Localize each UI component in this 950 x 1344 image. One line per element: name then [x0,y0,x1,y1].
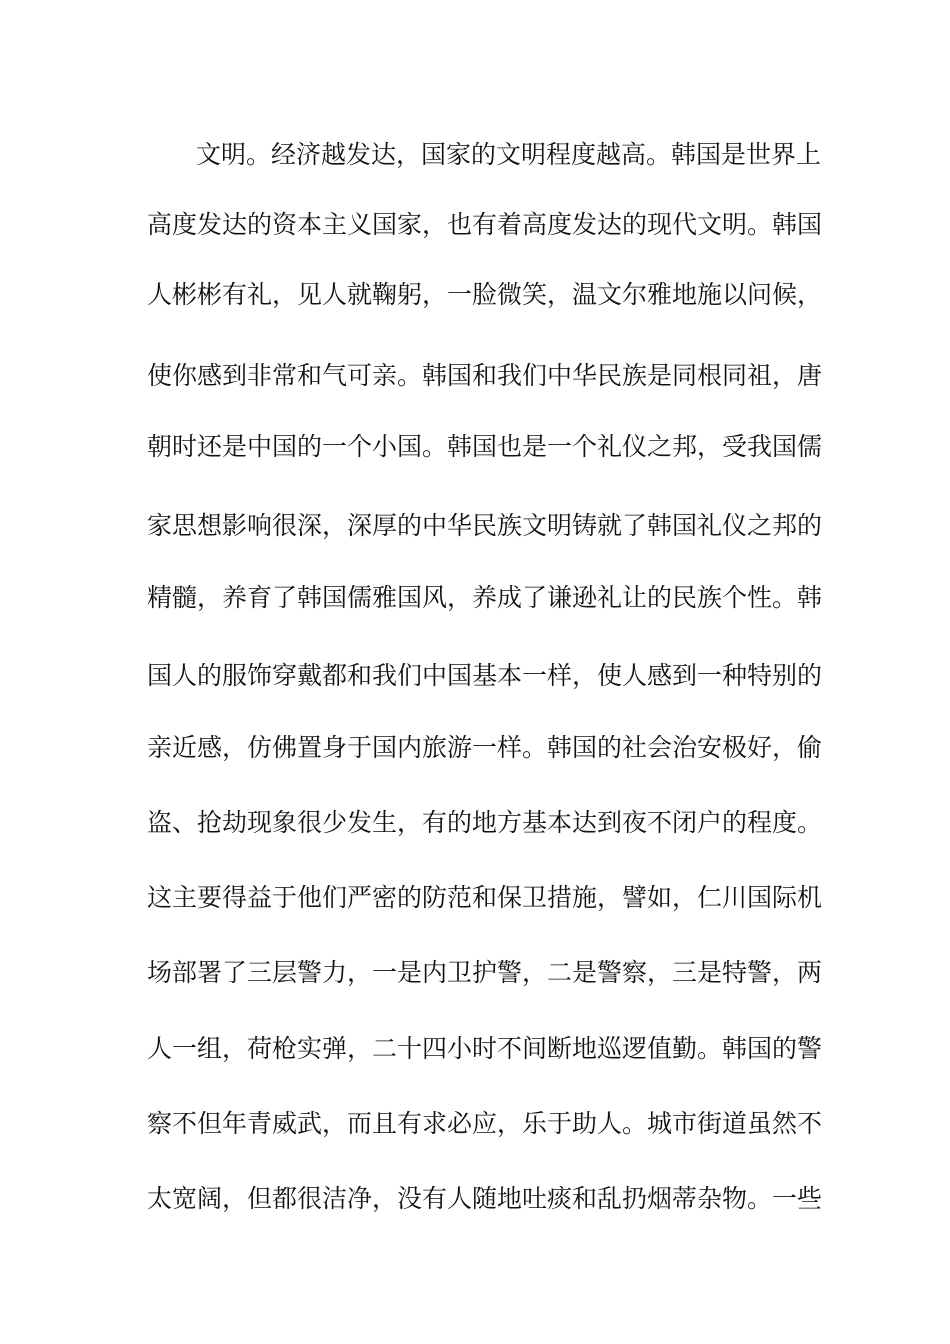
paragraph-line: 盗、抢劫现象很少发生，有的地方基本达到夜不闭户的程度。 [147,808,823,837]
paragraph-line: 场部署了三层警力，一是内卫护警，二是警察，三是特警，两 [147,958,823,987]
paragraph-line: 这主要得益于他们严密的防范和保卫措施，譬如，仁川国际机 [147,883,823,912]
paragraph-line: 人彬彬有礼，见人就鞠躬，一脸微笑，温文尔雅地施以问候， [147,280,823,309]
paragraph-line: 高度发达的资本主义国家，也有着高度发达的现代文明。韩国 [147,210,823,239]
paragraph-line: 朝时还是中国的一个小国。韩国也是一个礼仪之邦，受我国儒 [147,432,823,461]
paragraph-line: 国人的服饰穿戴都和我们中国基本一样，使人感到一种特别的 [147,661,823,690]
paragraph-line: 文明。经济越发达，国家的文明程度越高。韩国是世界上 [196,140,822,169]
paragraph-line: 太宽阔，但都很洁净，没有人随地吐痰和乱扔烟蒂杂物。一些 [147,1184,823,1213]
paragraph-line: 使你感到非常和气可亲。韩国和我们中华民族是同根同祖，唐 [147,361,823,390]
paragraph-line: 家思想影响很深，深厚的中华民族文明铸就了韩国礼仪之邦的 [147,511,823,540]
paragraph-line: 人一组，荷枪实弹，二十四小时不间断地巡逻值勤。韩国的警 [147,1034,823,1063]
paragraph-line: 察不但年青威武，而且有求必应，乐于助人。城市街道虽然不 [147,1109,823,1138]
paragraph-line: 精髓，养育了韩国儒雅国风，养成了谦逊礼让的民族个性。韩 [147,583,823,612]
paragraph-line: 亲近感，仿佛置身于国内旅游一样。韩国的社会治安极好，偷 [147,733,823,762]
